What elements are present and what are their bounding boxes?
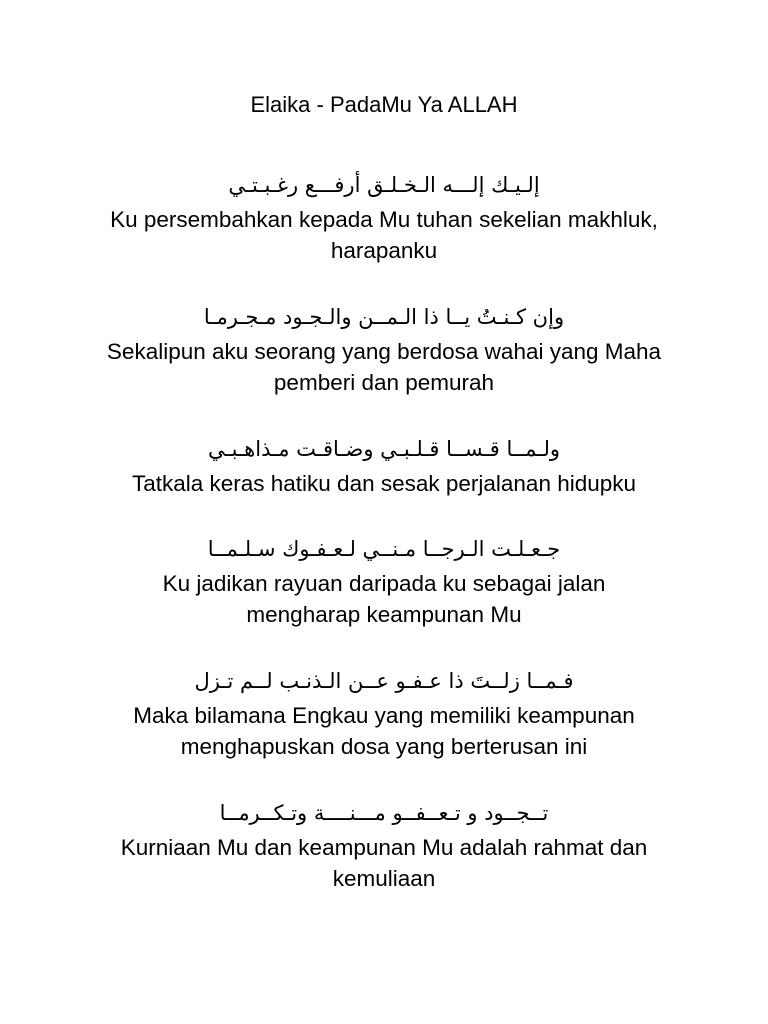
verse-arabic: جـعـلـت الـرجــا مـنــي لـعـفـوك سـلـمــا [207,537,561,561]
verse-translation: Sekalipun aku seorang yang berdosa wahai yang Maha pemberi dan pemurah [106,339,662,395]
page-title: Elaika - PadaMu Ya ALLAH [250,92,518,117]
verse-translation: Ku persembahkan kepada Mu tuhan sekelian makhluk, harapanku [110,207,658,263]
verse-arabic: إلـيـك إلـــه الـخـلـق أرفـــع رغـبـتـي [228,173,540,197]
verse-3 [0,434,768,499]
verse-translation: Ku jadikan rayuan daripada ku sebagai jalan mengharap keampunan Mu [162,571,606,627]
verse-arabic: فـمــا زلــتَ ذا عـفـو عــن الـذنـب لــم تـزل [194,669,574,693]
verse-4 [0,534,768,630]
verse-translation: Maka bilamana Engkau yang memiliki keampunan menghapuskan dosa yang berterusan ini [133,703,635,759]
verse-1 [0,170,768,266]
verse-arabic: تــجــود و تـعــفــو مـــنــــة وتـكــرمــا [219,801,549,825]
verse-translation: Tatkala keras hatiku dan sesak perjalanan hidupku [131,471,637,496]
verse-6 [0,798,768,894]
verse-translation: Kurniaan Mu dan keampunan Mu adalah rahmat dan kemuliaan [120,835,648,891]
verse-2 [0,302,768,398]
verse-arabic: ولـمــا قـســا قـلـبـي وضـاقـت مـذاهـبـي [208,437,560,461]
verse-5 [0,666,768,762]
verse-arabic: وإن كـنـتُ يــا ذا الـمــن والـجـود مـجـرمـا [203,305,565,329]
